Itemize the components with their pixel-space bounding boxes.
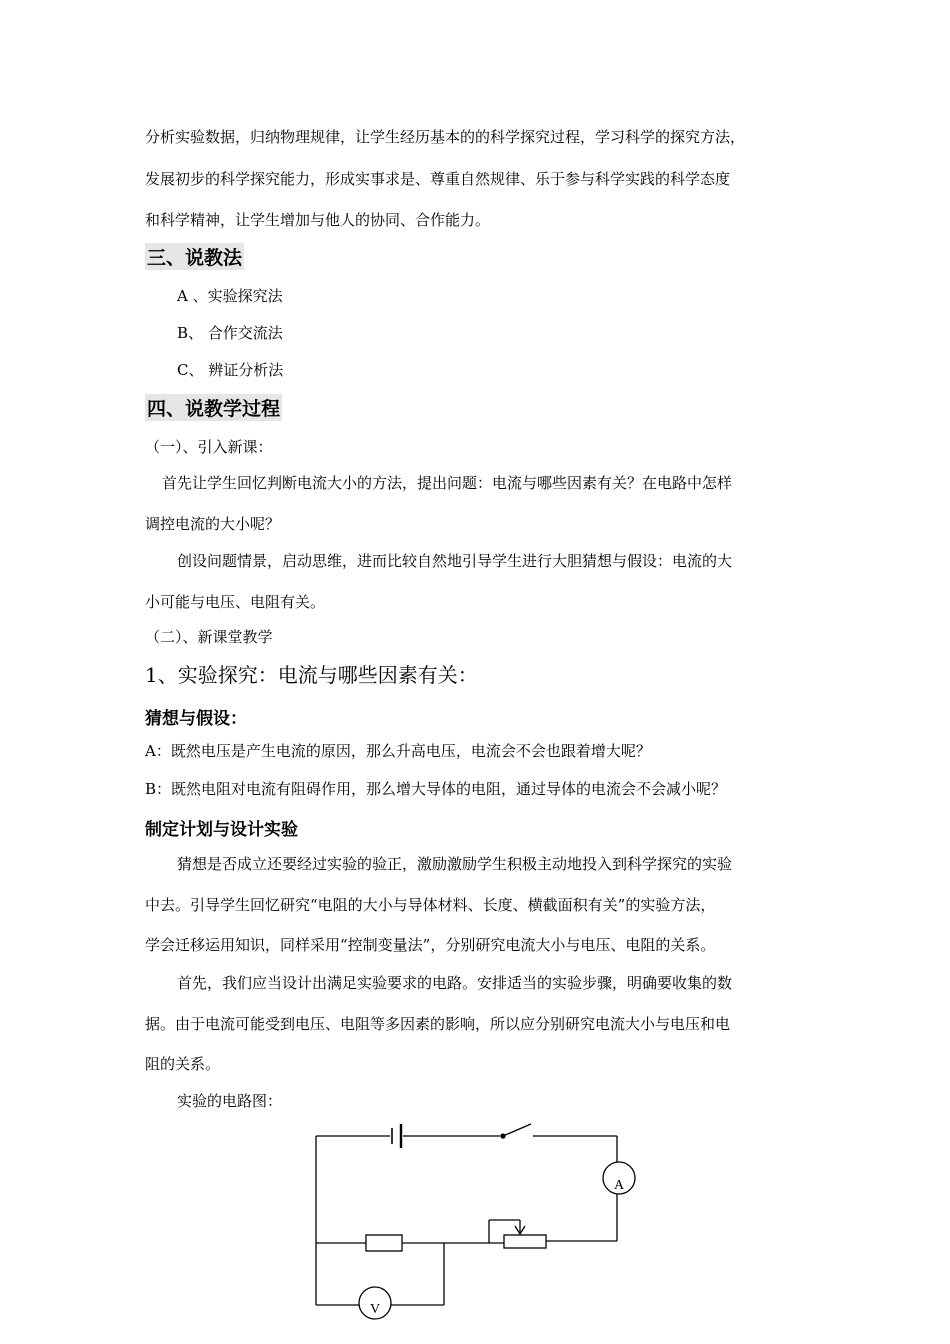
para1-line2: 调控电流的大小呢？ [145,515,281,533]
para3-line3: 学会迁移运用知识，同样采用“控制变量法”，分别研究电流大小与电压、电阻的关系。 [145,936,716,954]
voltmeter-label: V [369,1302,381,1317]
circuit-caption: 实验的电路图： [177,1092,283,1110]
guess-b: B：既然电阻对电流有阻碍作用，那么增大导体的电阻，通过导体的电流会不会减小呢？ [145,780,727,798]
para4-line2: 据。由于电流可能受到电压、电阻等多因素的影响，所以应分别研究电流大小与电压和电 [145,1015,731,1033]
section3-title: 三、说教法 [145,243,244,270]
switch-lever [503,1124,531,1136]
method-item-c: C、 辨证分析法 [177,361,284,379]
guess-a: A：既然电压是产生电流的原因，那么升高电压，电流会不会也跟着增大呢？ [145,742,651,760]
intro-line-2: 发展初步的科学探究能力，形成实事求是、尊重自然规律、乐于参与科学实践的科学态度 [145,170,731,188]
para2-line2: 小可能与电压、电阻有关。 [145,593,326,611]
guess-title: 猜想与假设： [145,709,247,729]
rheostat-symbol [504,1235,546,1248]
para4-line3: 阻的关系。 [145,1055,221,1073]
section4-title: 四、说教学过程 [145,394,282,421]
subsection-new-class: （二）、新课堂教学 [145,628,273,646]
para3-line1: 猜想是否成立还要经过实验的验正，激励激励学生积极主动地投入到科学探究的实验 [177,855,733,873]
intro-line-3: 和科学精神，让学生增加与他人的协同、合作能力。 [145,211,491,229]
para3-line2: 中去。引导学生回忆研究“电阻的大小与导体材料、长度、横截面积有关”的实验方法， [145,896,716,914]
resistor-symbol [366,1235,402,1251]
para2-line1: 创设问题情景，启动思维，进而比较自然地引导学生进行大胆猜想与假设：电流的大 [177,552,733,570]
plan-title: 制定计划与设计实验 [145,820,298,840]
para4-line1: 首先，我们应当设计出满足实验要求的电路。安排适当的实验步骤，明确要收集的数 [177,974,733,992]
ammeter-label: A [613,1178,625,1193]
intro-line-1: 分析实验数据，归纳物理规律，让学生经历基本的的科学探究过程，学习科学的探究方法， [145,128,746,146]
method-item-a: A 、实验探究法 [177,287,283,305]
para1-line1: 首先让学生回忆判断电流大小的方法，提出问题：电流与哪些因素有关？在电路中怎样 [162,474,733,492]
subsection-intro: （一）、引入新课： [145,438,273,456]
method-item-b: B、 合作交流法 [177,324,283,342]
experiment-heading: 1、实验探究：电流与哪些因素有关： [145,663,478,687]
